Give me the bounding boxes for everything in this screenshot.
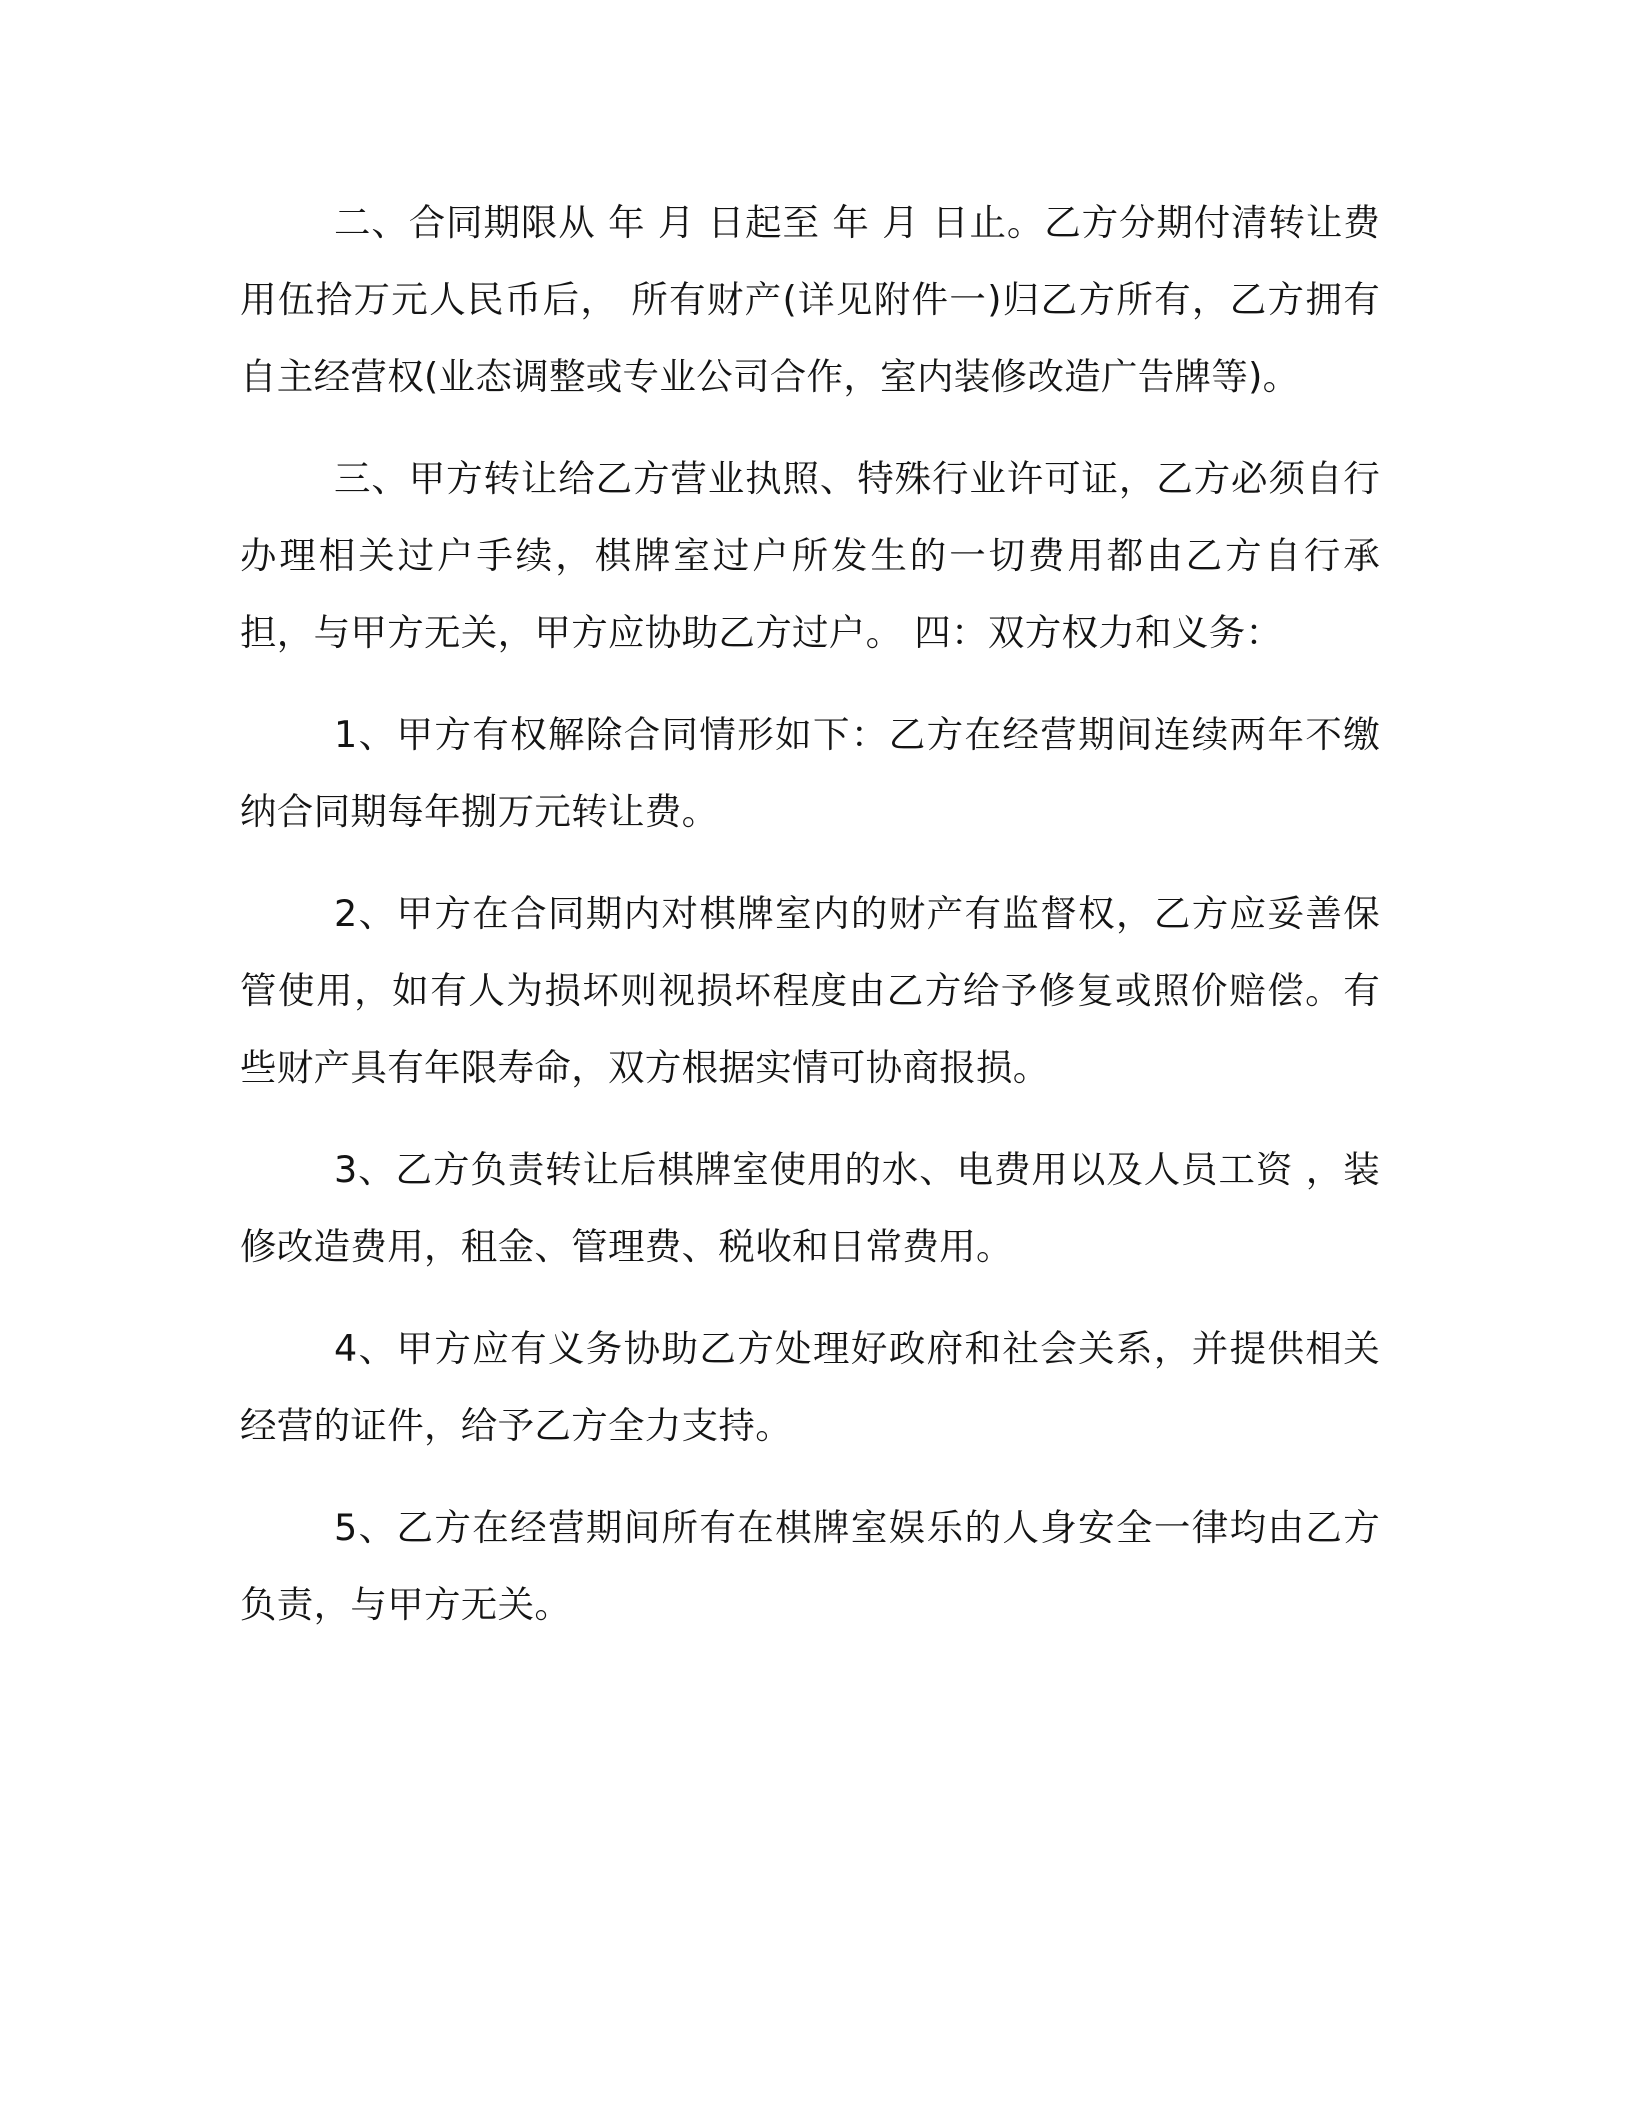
clause-4-item-5: 5、乙方在经营期间所有在棋牌室娱乐的人身安全一律均由乙方负责，与甲方无关。	[240, 1506, 1380, 1626]
clause-4-item-3: 3、乙方负责转让后棋牌室使用的水、电费用以及人员工资 ，装修改造费用，租金、管理费、税收和日常费用。	[240, 1148, 1380, 1268]
clause-4-item-1: 1、甲方有权解除合同情形如下：乙方在经营期间连续两年不缴纳合同期每年捌万元转让费。	[240, 713, 1380, 833]
document-body	[240, 184, 1380, 1668]
clause-2-contract-term: 二、合同期限从 年 月 日起至 年 月 日止。乙方分期付清转让费用伍拾万元人民币后， 所有财产(详见附件一)归乙方所有，乙方拥有自主经营权(业态调整或专业公司合作，室内装修改造广告牌等)。	[240, 201, 1380, 398]
clause-3-license-transfer: 三、甲方转让给乙方营业执照、特殊行业许可证，乙方必须自行办理相关过户手续，棋牌室过户所发生的一切费用都由乙方自行承担，与甲方无关，甲方应协助乙方过户。 四：双方权力和义务：	[240, 457, 1380, 654]
clause-4-item-2: 2、甲方在合同期内对棋牌室内的财产有监督权，乙方应妥善保管使用，如有人为损坏则视损坏程度由乙方给予修复或照价赔偿。有些财产具有年限寿命，双方根据实情可协商报损。	[240, 892, 1380, 1089]
clause-4-item-4: 4、甲方应有义务协助乙方处理好政府和社会关系，并提供相关经营的证件，给予乙方全力支持。	[240, 1327, 1380, 1447]
